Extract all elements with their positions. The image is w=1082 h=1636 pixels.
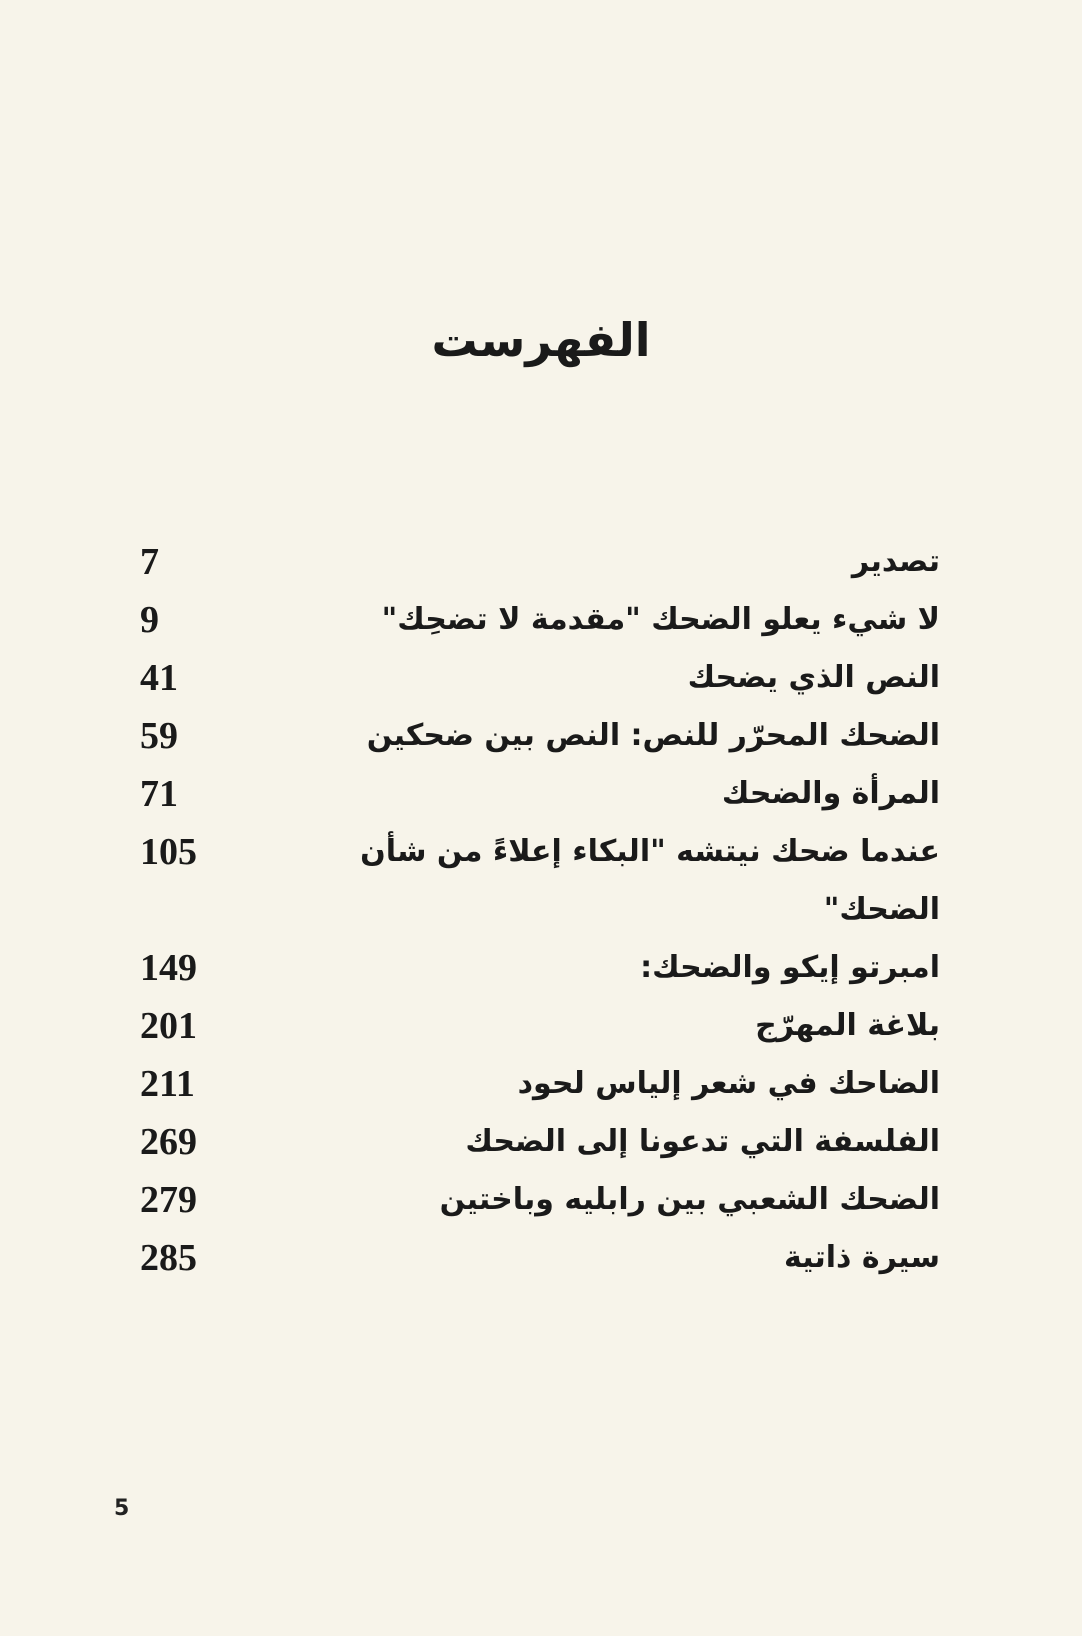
toc-entry-title: تصدير [851, 544, 940, 579]
toc-entry-page: 7 [140, 541, 159, 583]
toc-entry [140, 649, 940, 707]
toc-entry-page: 279 [140, 1179, 197, 1221]
toc-entry-page: 149 [140, 947, 197, 989]
toc-entry-title: امبرتو إيكو والضحك: [640, 950, 940, 985]
toc-entry-title: النص الذي يضحك [687, 660, 940, 695]
toc-entry-title: لا شيء يعلو الضحك "مقدمة لا تضحِك" [381, 602, 940, 637]
toc-entry-page: 71 [140, 773, 178, 815]
toc-entry-page: 269 [140, 1121, 197, 1163]
toc-entry-title: المرأة والضحك [721, 776, 940, 811]
toc-entry-page: 41 [140, 657, 178, 699]
toc-entry-title: الفلسفة التي تدعونا إلى الضحك [465, 1124, 940, 1159]
page-title: الفهرست [431, 312, 651, 367]
toc-entry [140, 997, 940, 1055]
toc-entry [140, 533, 940, 591]
toc-entry [140, 591, 940, 649]
toc-entry [140, 823, 940, 939]
toc-entry [140, 1171, 940, 1229]
toc-entry-page: 59 [140, 715, 178, 757]
toc-entry-page: 201 [140, 1005, 197, 1047]
toc-entry-page: 9 [140, 599, 159, 641]
toc-entry-page: 105 [140, 831, 197, 873]
toc-entry-title: سيرة ذاتية [784, 1240, 940, 1275]
page-number: 5 [114, 1496, 130, 1521]
toc-entry-title: بلاغة المهرّج [755, 1008, 940, 1043]
toc-entry-page: 211 [140, 1063, 195, 1105]
toc-entry-title: الضحك المحرّر للنص: النص بين ضحكين [366, 718, 940, 753]
table-of-contents [140, 533, 940, 1287]
toc-entry-title: الضحك الشعبي بين رابليه وباختين [439, 1182, 940, 1217]
toc-entry [140, 1113, 940, 1171]
toc-entry-title: عندما ضحك نيتشه "البكاء إعلاءً من شأن الضحك" [360, 834, 940, 927]
toc-entry-title: الضاحك في شعر إلياس لحود [517, 1066, 940, 1101]
toc-entry-page: 285 [140, 1237, 197, 1279]
toc-entry [140, 939, 940, 997]
toc-entry [140, 1229, 940, 1287]
toc-entry [140, 1055, 940, 1113]
toc-entry [140, 707, 940, 765]
toc-entry [140, 765, 940, 823]
